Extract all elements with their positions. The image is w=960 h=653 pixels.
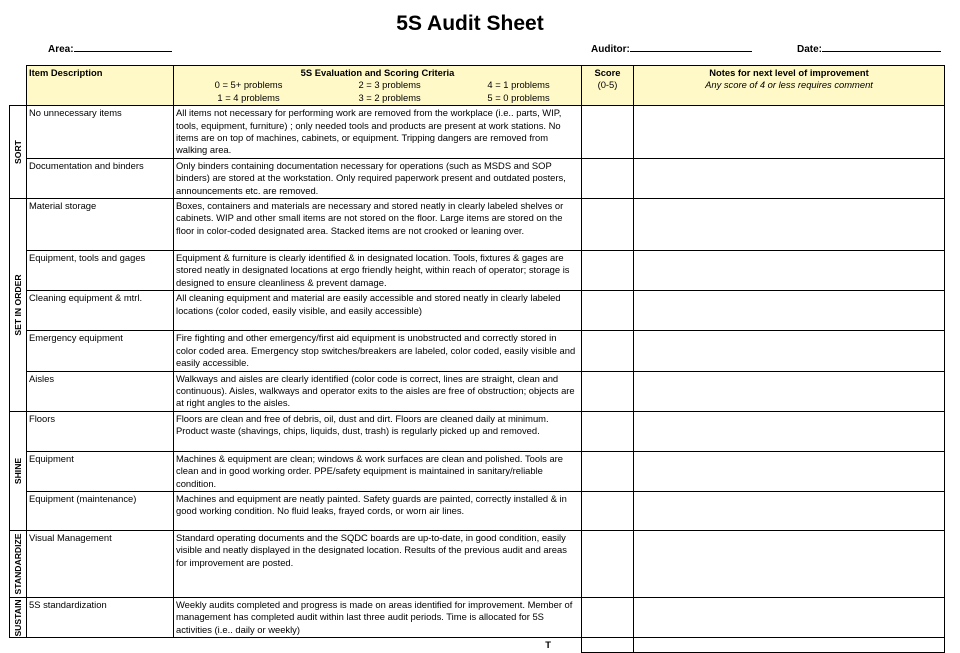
criteria-cell: All items not necessary for performing work are removed from the workplace (i.e.. parts, WIP, tools, equipment, furniture) ; only needed tools and products are present at work stations. No items are on top of machines, cabinets, or equipment. Tripping dangers are removed from walking area.	[174, 106, 582, 159]
score-cell[interactable]	[582, 291, 634, 331]
item-cell: Cleaning equipment & mtrl.	[27, 291, 174, 331]
notes-cell[interactable]	[634, 199, 945, 251]
date-label: Date:	[797, 44, 823, 55]
criteria-3: 3 = 2 problems	[358, 91, 421, 103]
table-row	[10, 106, 945, 159]
category-sort	[10, 106, 27, 199]
criteria-4: 4 = 1 problems	[487, 79, 550, 91]
criteria-cell: Fire fighting and other emergency/first aid equipment is unobstructed and correctly stored in color coded area. Emergency stop switches/breakers are labeled, color coded, easily visible and easily accessible.	[174, 331, 582, 371]
criteria-cell: Floors are clean and free of debris, oil, dust and dirt. Floors are cleaned daily at minimum. Product waste (shavings, chips, liquids, dust, trash) is regularly picked up and removed.	[174, 411, 582, 451]
criteria-cell: All cleaning equipment and material are easily accessible and stored neatly in clearly labeled locations (color coded, easily visible, and easily accessible)	[174, 291, 582, 331]
header-item-description: Item Description	[27, 66, 174, 106]
category-label: SUSTAIN	[12, 599, 23, 637]
category-label: SET IN ORDER	[12, 274, 23, 336]
criteria-cell: Machines & equipment are clean; windows & work surfaces are clean and polished. Tools are clean and in good working order. PPE/safety equipment is maintained in sanitary/reliable condition.	[174, 451, 582, 491]
table-row	[10, 331, 945, 371]
score-cell[interactable]	[582, 451, 634, 491]
score-cell[interactable]	[582, 251, 634, 291]
notes-cell[interactable]	[634, 451, 945, 491]
total-notes-cell[interactable]	[634, 638, 945, 653]
category-standardize	[10, 530, 27, 597]
criteria-cell: Machines and equipment are neatly painted. Safety guards are painted, correctly installed & in good working condition. No fluid leaks, frayed cords, or worn air lines.	[174, 491, 582, 530]
table-row	[10, 597, 945, 637]
item-cell: Aisles	[27, 371, 174, 411]
table-row	[10, 530, 945, 597]
score-cell[interactable]	[582, 411, 634, 451]
item-cell: Equipment, tools and gages	[27, 251, 174, 291]
table-row	[10, 411, 945, 451]
item-cell: No unnecessary items	[27, 106, 174, 159]
criteria-cell: Weekly audits completed and progress is made on areas identified for improvement. Member of management has completed audit within last three audit periods. Time is allocated for 5S activities (i.e.. daily or weekly)	[174, 597, 582, 637]
category-sustain	[10, 597, 27, 637]
header-row	[10, 66, 945, 106]
category-label: SHINE	[12, 457, 23, 484]
notes-cell[interactable]	[634, 530, 945, 597]
area-label: Area:	[48, 44, 74, 55]
table-row	[10, 251, 945, 291]
notes-cell[interactable]	[634, 106, 945, 159]
criteria-0: 0 = 5+ problems	[214, 79, 283, 91]
item-cell: Floors	[27, 411, 174, 451]
criteria-cell: Standard operating documents and the SQDC boards are up-to-date, in good condition, easily visible and neatly displayed in the designated location. Results of the previous audit and areas for improvement are posted.	[174, 530, 582, 597]
score-cell[interactable]	[582, 331, 634, 371]
score-label: Score	[594, 67, 621, 78]
item-cell: Equipment	[27, 451, 174, 491]
criteria-1: 1 = 4 problems	[217, 91, 280, 103]
item-cell: Equipment (maintenance)	[27, 491, 174, 530]
auditor-field[interactable]	[591, 42, 752, 55]
area-field[interactable]	[48, 42, 172, 55]
header-corner	[10, 66, 27, 106]
area-input-line[interactable]	[74, 42, 172, 52]
total-spacer	[10, 638, 27, 653]
notes-cell[interactable]	[634, 411, 945, 451]
notes-cell[interactable]	[634, 251, 945, 291]
criteria-5: 5 = 0 problems	[487, 91, 550, 103]
notes-cell[interactable]	[634, 491, 945, 530]
criteria-grid	[176, 79, 579, 104]
total-row	[10, 638, 945, 653]
score-cell[interactable]	[582, 199, 634, 251]
criteria-cell: Only binders containing documentation necessary for operations (such as MSDS and SOP binders) are stored at the workstation. Only required paperwork present and outdated posters, announcements etc. are removed.	[174, 158, 582, 198]
score-range: (0-5)	[597, 79, 618, 91]
category-label: STANDARDIZE	[12, 533, 23, 595]
table-row	[10, 158, 945, 198]
score-cell[interactable]	[582, 597, 634, 637]
criteria-cell: Equipment & furniture is clearly identified & in designated location. Tools, fixtures & gages are stored neatly in designated locations at ergo friendly height, within reach of operator; storage is designed to ensure cleanliness & prevent damage.	[174, 251, 582, 291]
item-cell: 5S standardization	[27, 597, 174, 637]
total-score-cell[interactable]	[582, 638, 634, 653]
score-cell[interactable]	[582, 158, 634, 198]
table-row	[10, 451, 945, 491]
date-field[interactable]	[797, 42, 941, 55]
auditor-input-line[interactable]	[630, 42, 752, 52]
auditor-label: Auditor:	[591, 44, 630, 55]
score-cell[interactable]	[582, 530, 634, 597]
criteria-title: 5S Evaluation and Scoring Criteria	[300, 67, 455, 78]
table-row	[10, 291, 945, 331]
header-notes	[634, 66, 945, 106]
page-title: 5S Audit Sheet	[396, 12, 544, 35]
criteria-cell: Boxes, containers and materials are necessary and stored neatly in clearly labeled shelves or cabinets. WIP and other small items are not stored on the floor. Large items are stored on the floor in color-coded designated area. Stacked items are not crooked or leaning over.	[174, 199, 582, 251]
score-cell[interactable]	[582, 371, 634, 411]
criteria-cell: Walkways and aisles are clearly identified (color code is correct, lines are straight, clean and continuous). Aisles, walkways and operator exits to the aisles are free of obstruction; objects are at right angles to the aisles.	[174, 371, 582, 411]
header-score	[582, 66, 634, 106]
item-cell: Emergency equipment	[27, 331, 174, 371]
score-cell[interactable]	[582, 106, 634, 159]
date-input-line[interactable]	[822, 42, 941, 52]
total-spacer	[27, 638, 174, 653]
total-label: T	[545, 639, 551, 651]
notes-cell[interactable]	[634, 158, 945, 198]
item-cell: Documentation and binders	[27, 158, 174, 198]
item-cell: Material storage	[27, 199, 174, 251]
item-cell: Visual Management	[27, 530, 174, 597]
score-cell[interactable]	[582, 491, 634, 530]
table-row	[10, 491, 945, 530]
category-label: SORT	[12, 140, 23, 165]
table-row	[10, 199, 945, 251]
notes-cell[interactable]	[634, 371, 945, 411]
notes-cell[interactable]	[634, 291, 945, 331]
audit-table	[9, 65, 945, 653]
notes-cell[interactable]	[634, 331, 945, 371]
notes-sub: Any score of 4 or less requires comment	[705, 79, 873, 91]
notes-label: Notes for next level of improvement	[709, 67, 869, 78]
header-criteria	[174, 66, 582, 106]
notes-cell[interactable]	[634, 597, 945, 637]
category-set-in-order	[10, 199, 27, 412]
criteria-2: 2 = 3 problems	[358, 79, 421, 91]
category-shine	[10, 411, 27, 530]
table-row	[10, 371, 945, 411]
